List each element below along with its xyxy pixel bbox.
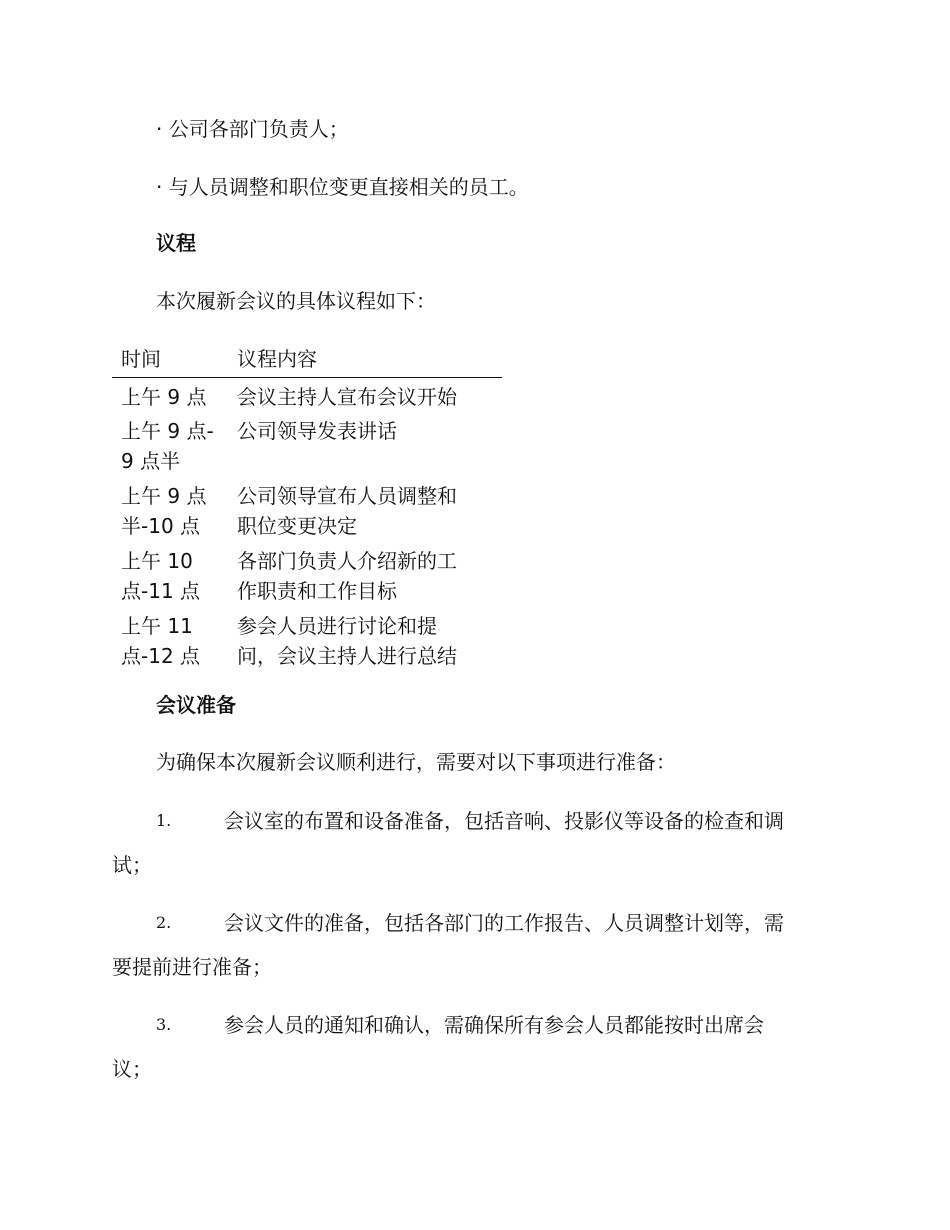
- agenda-intro: 本次履新会议的具体议程如下：: [156, 289, 436, 313]
- list-text-continued: 议；: [112, 1057, 152, 1081]
- content-line: 职位变更决定: [237, 514, 357, 538]
- list-number: 3.: [156, 1015, 172, 1034]
- list-text-continued: 要提前进行准备；: [112, 955, 272, 979]
- time-cell: [121, 416, 229, 476]
- column-header-content: 议程内容: [237, 347, 317, 371]
- time-line: 上午 9 点: [121, 385, 207, 409]
- content-cell: [237, 481, 487, 541]
- content-line: 问，会议主持人进行总结: [237, 644, 457, 668]
- column-header-time: 时间: [121, 347, 161, 371]
- time-line: 点-11 点: [121, 579, 201, 603]
- content-cell: [237, 382, 487, 412]
- list-text-continued: 试；: [112, 853, 152, 877]
- time-line: 点-12 点: [121, 644, 201, 668]
- time-cell: [121, 611, 229, 671]
- time-line: 9 点半: [121, 449, 181, 473]
- agenda-table-header: [112, 344, 502, 378]
- table-row: [112, 414, 502, 479]
- preparation-intro: 为确保本次履新会议顺利进行，需要对以下事项进行准备：: [156, 750, 676, 774]
- content-line: 公司领导宣布人员调整和: [237, 484, 457, 508]
- time-cell: [121, 382, 229, 412]
- content-line: 作职责和工作目标: [237, 579, 397, 603]
- time-cell: [121, 546, 229, 606]
- table-row: [112, 609, 502, 674]
- content-cell: [237, 416, 487, 446]
- list-text: 参会人员的通知和确认，需确保所有参会人员都能按时出席会: [224, 1013, 764, 1037]
- list-number: 2.: [156, 913, 172, 932]
- time-line: 上午 9 点: [121, 484, 207, 508]
- content-line: 各部门负责人介绍新的工: [237, 549, 457, 573]
- time-line: 上午 10: [121, 549, 193, 573]
- list-number: 1.: [156, 811, 172, 830]
- time-cell: [121, 481, 229, 541]
- section-heading-preparation: 会议准备: [156, 693, 236, 717]
- agenda-table: [112, 344, 502, 674]
- list-text: 会议文件的准备，包括各部门的工作报告、人员调整计划等，需: [224, 911, 784, 935]
- content-cell: [237, 611, 487, 671]
- time-line: 上午 9 点-: [121, 419, 214, 443]
- section-heading-agenda: 议程: [156, 231, 196, 255]
- time-line: 半-10 点: [121, 514, 201, 538]
- content-cell: [237, 546, 487, 606]
- table-row: [112, 479, 502, 544]
- list-text: 会议室的布置和设备准备，包括音响、投影仪等设备的检查和调: [224, 809, 784, 833]
- content-line: 公司领导发表讲话: [237, 419, 397, 443]
- content-line: 会议主持人宣布会议开始: [237, 385, 457, 409]
- content-line: 参会人员进行讨论和提: [237, 614, 437, 638]
- bullet-item: · 公司各部门负责人；: [156, 117, 349, 141]
- bullet-item: · 与人员调整和职位变更直接相关的员工。: [156, 175, 529, 199]
- table-row: [112, 382, 502, 414]
- time-line: 上午 11: [121, 614, 193, 638]
- table-row: [112, 544, 502, 609]
